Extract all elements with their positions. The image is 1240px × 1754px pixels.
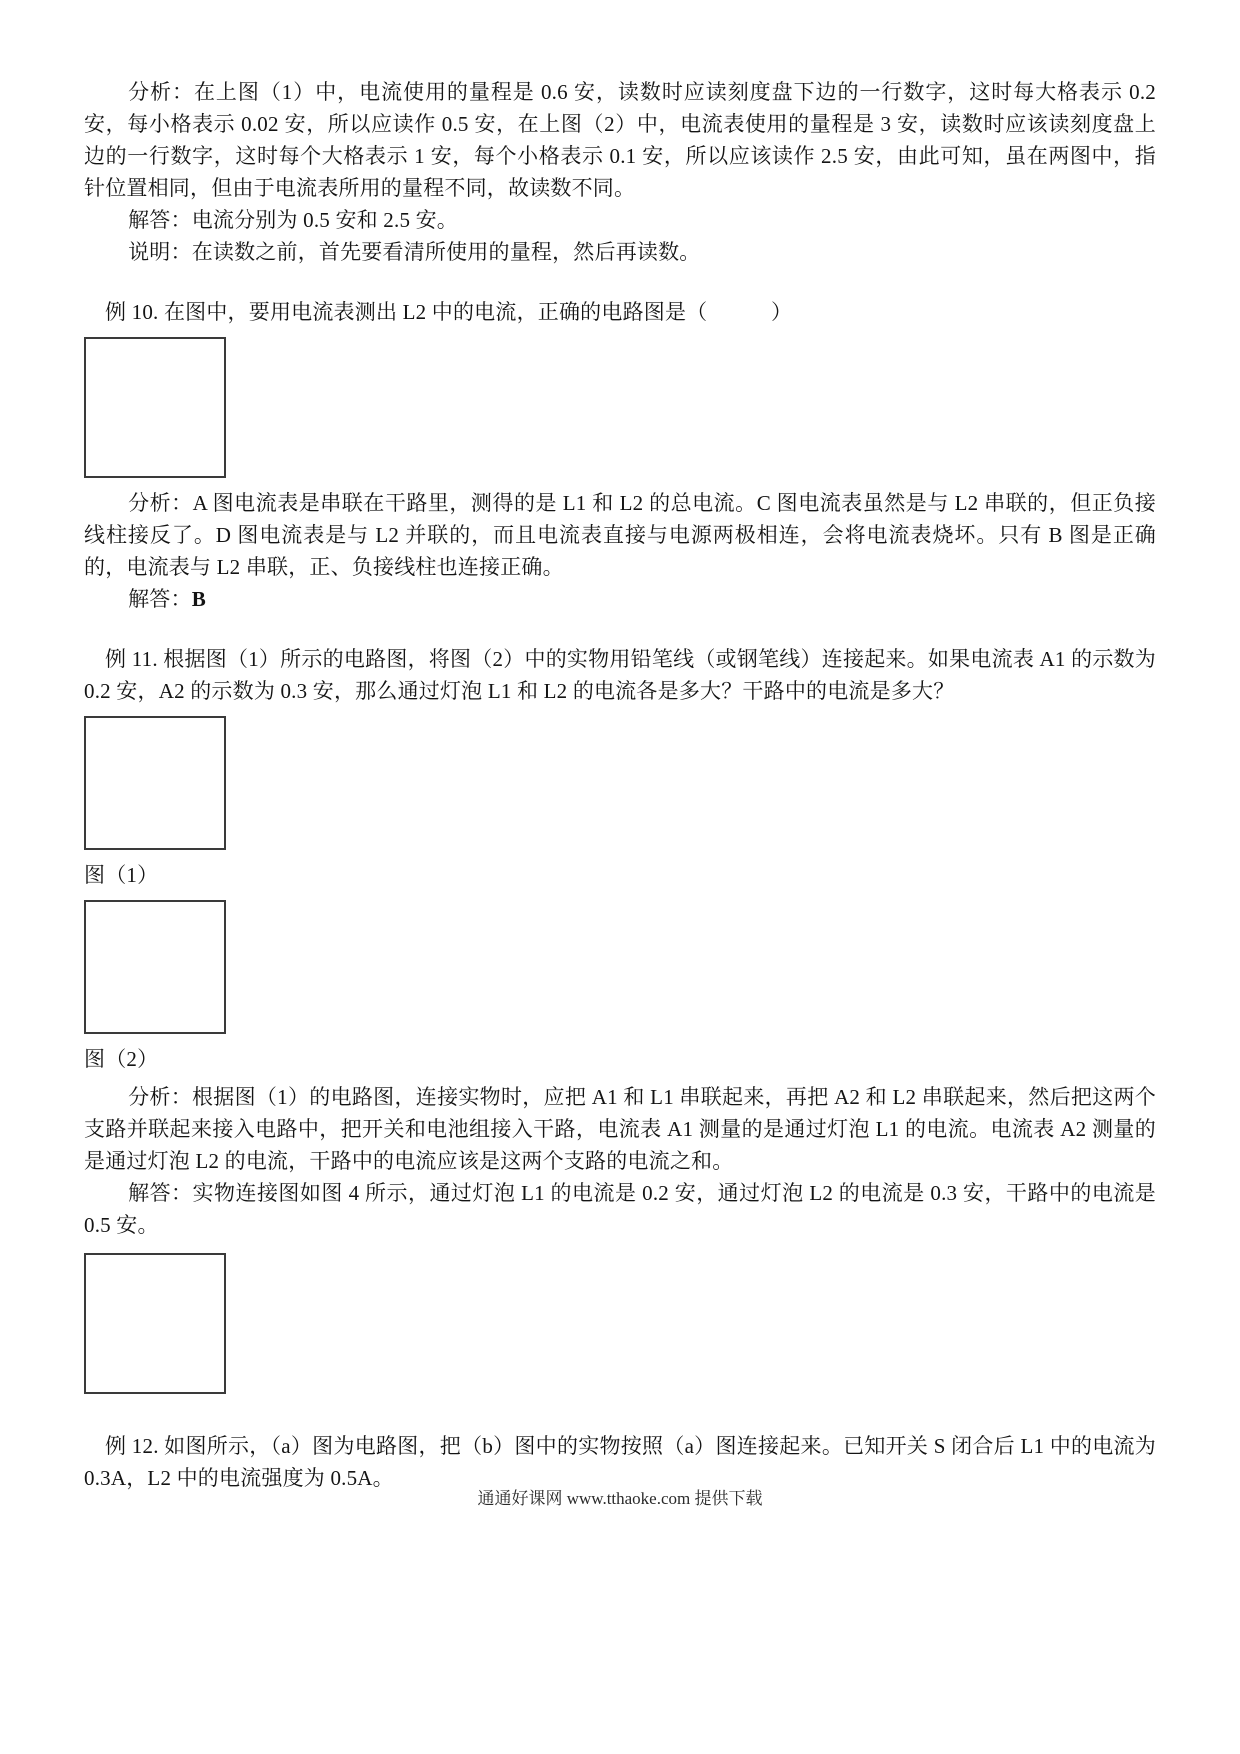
example-11-connection-figure-placeholder bbox=[84, 1253, 226, 1394]
example-11-analysis-paragraph: 分析：根据图（1）的电路图，连接实物时，应把 A1 和 L1 串联起来，再把 A2 和 L2 串联起来，然后把这两个支路并联起来接入电路中，把开关和电池组接入干路，电流表 A1 测量的是通过灯泡 L1 的电流。电流表 A2 测量的是通过灯泡 L2 的电流，干路中的电流应该是这两个支路的电流之和。 bbox=[84, 1085, 1156, 1173]
example-11-figure-1-placeholder bbox=[84, 716, 226, 850]
example-10-figure-placeholder bbox=[84, 337, 226, 478]
intro-analysis-paragraph: 分析：在上图（1）中，电流使用的量程是 0.6 安，读数时应读刻度盘下边的一行数字，这时每大格表示 0.2 安，每小格表示 0.02 安，所以应读作 0.5 安，在上图（2）中，电流表使用的量程是 3 安，读数时应该读刻度盘上边的一行数字，这时每个大格表示 1 安，每个小格表示 0.1 安，所以应该读作 2.5 安，由此可知，虽在两图中，指针位置相同，但由于电流表所用的量程不同，故读数不同。 bbox=[84, 80, 1156, 200]
example-10-answer-label: 解答： bbox=[128, 587, 192, 611]
example-10-title: 例 10. 在图中，要用电流表测出 L2 中的电流，正确的电路图是（ ） bbox=[105, 300, 793, 324]
intro-note-paragraph: 说明：在读数之前，首先要看清所使用的量程，然后再读数。 bbox=[128, 240, 701, 264]
example-12-title: 例 12. 如图所示，（a）图为电路图，把（b）图中的实物按照（a）图连接起来。已知开关 S 闭合后 L1 中的电流为 0.3A，L2 中的电流强度为 0.5A。 bbox=[84, 1434, 1156, 1490]
example-10-analysis-paragraph: 分析：A 图电流表是串联在干路里，测得的是 L1 和 L2 的总电流。C 图电流表虽然是与 L2 串联的，但正负接线柱接反了。D 图电流表是与 L2 并联的，而且电流表直接与电源两极相连，会将电流表烧坏。只有 B 图是正确的，电流表与 L2 串联，正、负接线柱也连接正确。 bbox=[84, 491, 1156, 579]
example-11-answer-paragraph: 解答：实物连接图如图 4 所示，通过灯泡 L1 的电流是 0.2 安，通过灯泡 L2 的电流是 0.3 安，干路中的电流是 0.5 安。 bbox=[84, 1181, 1156, 1237]
page-footer: 通通好课网 www.tthaoke.com 提供下载 bbox=[477, 1489, 763, 1508]
example-11-figure-2-placeholder bbox=[84, 900, 226, 1034]
example-10-answer-value: B bbox=[191, 587, 206, 611]
example-11-title: 例 11. 根据图（1）所示的电路图，将图（2）中的实物用铅笔线（或钢笔线）连接起来。如果电流表 A1 的示数为 0.2 安，A2 的示数为 0.3 安，那么通过灯泡 L1 和 L2 的电流各是多大？干路中的电流是多大？ bbox=[84, 647, 1156, 703]
intro-answer-paragraph: 解答：电流分别为 0.5 安和 2.5 安。 bbox=[128, 208, 458, 232]
example-10-answer-paragraph bbox=[84, 583, 1156, 615]
figure-2-label: 图（2） bbox=[84, 1047, 159, 1071]
document-body bbox=[84, 76, 1156, 1494]
figure-1-label: 图（1） bbox=[84, 863, 159, 887]
